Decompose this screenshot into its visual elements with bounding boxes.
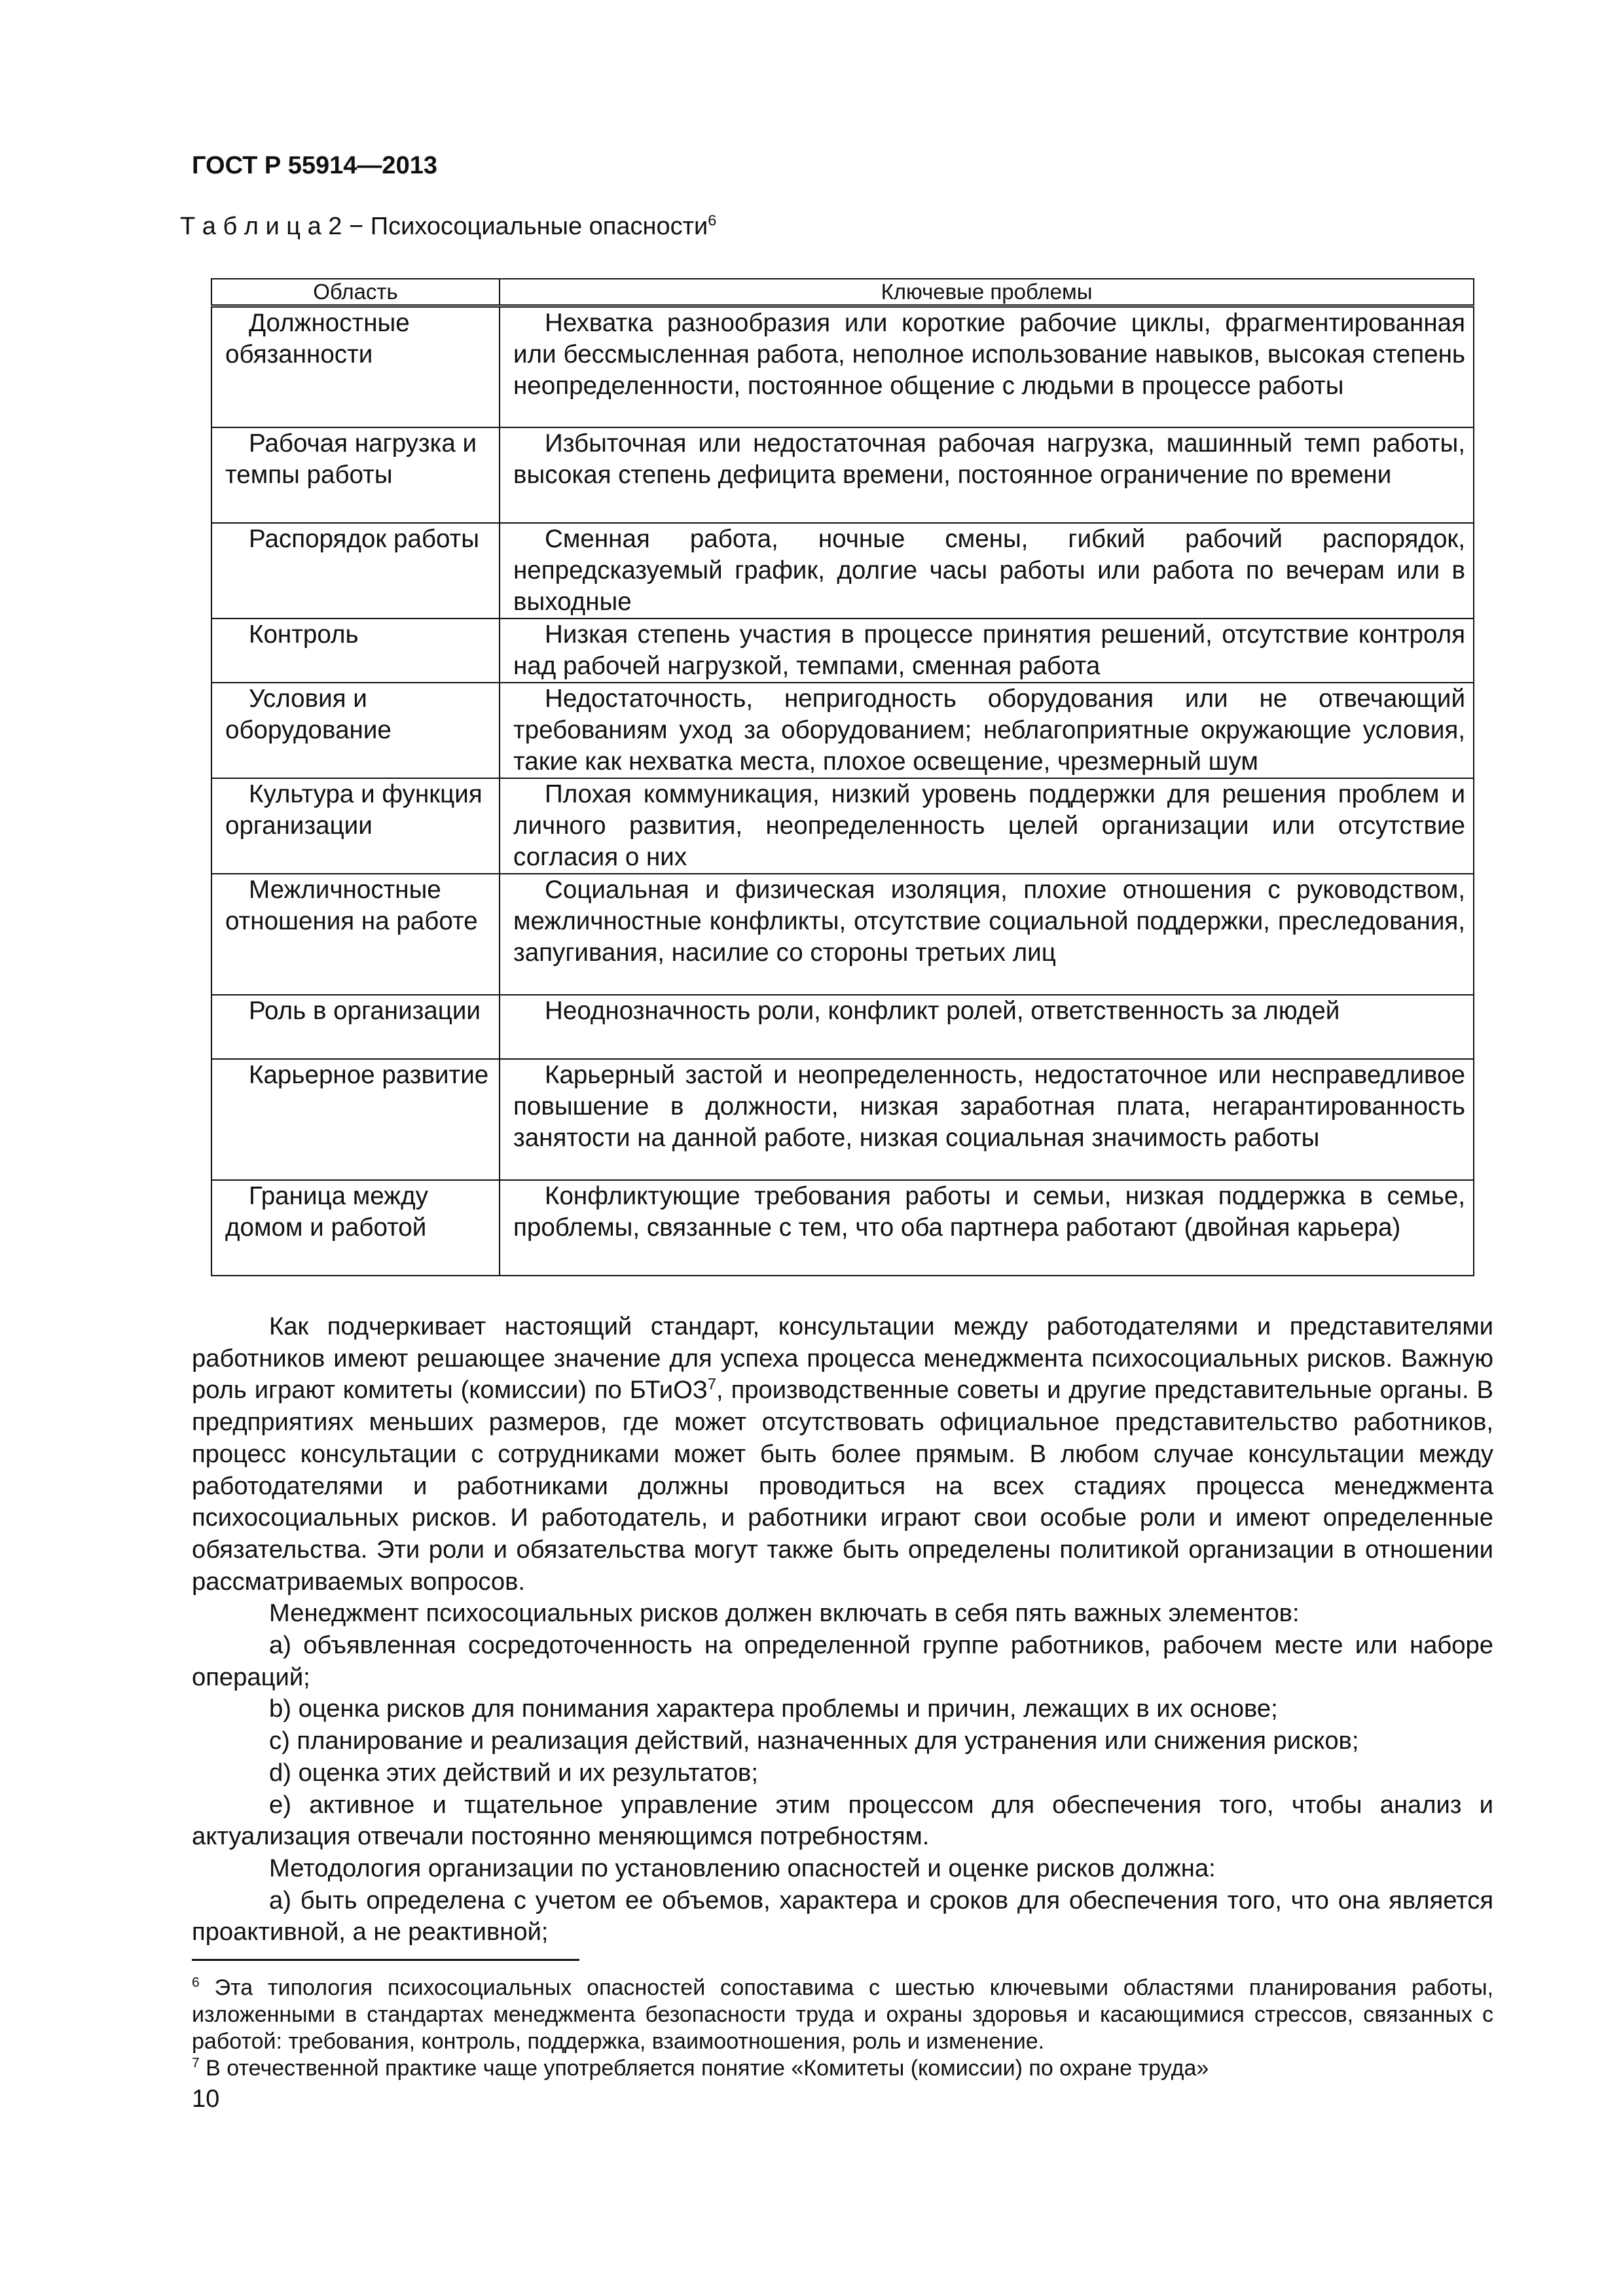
footnote-separator [192,1959,579,1961]
area-cell: Граница между домом и работой [211,1180,500,1276]
table-row [211,995,1474,1059]
list-item: а) быть определена с учетом ее объемов, характера и сроков для обеспечения того, что она является проактивной, а не реактивной; [192,1886,1493,1946]
footnote-7 [192,2055,1493,2082]
table-row [211,683,1474,778]
table-row [211,1059,1474,1180]
area-cell: Распорядок работы [211,523,500,619]
area-cell: Условия и оборудование [211,683,500,778]
paragraph-methodology-intro: Методология организации по установлению опасностей и оценке рисков должна: [269,1854,1216,1882]
footnote-6 [192,1975,1493,2055]
table-caption [180,213,716,241]
issues-cell: Конфликтующие требования работы и семьи, низкая поддержка в семье, проблемы, связанные с тем, что оба партнера работают (двойная карьера) [500,1180,1474,1276]
area-cell: Рабочая нагрузка и темпы работы [211,427,500,523]
table-row [211,1180,1474,1276]
issues-cell: Нехватка разнообразия или короткие рабочие циклы, фрагментированная или бессмысленная работа, неполное использование навыков, высокая степень неопределенности, постоянное общение с людьми в процессе работы [500,306,1474,427]
footnote-text: Эта типология психосоциальных опасностей сопоставима с шестью ключевыми областями планирования работы, изложенными в стандартах менеджмента безопасности труда и охраны здоровья и касающимися стрессов, связанных с работой: требования, контроль, поддержка, взаимоотношения, роль и изменение. [192,1975,1493,2054]
list-item: d) оценка этих действий и их результатов; [269,1758,758,1787]
paragraph-text: , производственные советы и другие представительные органы. В предприятиях меньших размеров, где может отсутствовать официальное представительство работников, процесс консультации с сотрудниками может быть более прямым. В любом случае консультации между работодателями и работниками должны проводиться на всех стадиях процесса менеджмента психосоциальных рисков. И работодатель, и работники играют свои особые роли и имеют определенные обязательства. Эти роли и обязательства могут также быть определены политикой организации в отношении рассматриваемых вопросов. [192,1376,1493,1596]
area-cell: Межличностные отношения на работе [211,874,500,995]
body-text [192,1311,1493,1948]
issues-cell: Плохая коммуникация, низкий уровень поддержки для решения проблем и личного развития, неопределенность целей организации или отсутствие согласия о них [500,778,1474,874]
list-item: e) активное и тщательное управление этим процессом для обеспечения того, чтобы анализ и актуализация отвечали постоянно меняющимся потребностям. [192,1790,1493,1851]
area-cell: Должностные обязанности [211,306,500,427]
footnote-text: В отечественной практике чаще употребляется понятие «Комитеты (комиссии) по охране труда» [199,2056,1209,2081]
table-row [211,306,1474,427]
issues-cell: Сменная работа, ночные смены, гибкий рабочий распорядок, непредсказуемый график, долгие часы работы или работа по вечерам или в выходные [500,523,1474,619]
issues-cell: Социальная и физическая изоляция, плохие отношения с руководством, межличностные конфликты, отсутствие социальной поддержки, преследования, запугивания, насилие со стороны третьих лиц [500,874,1474,995]
paragraph-consultations [192,1311,1493,1598]
issues-cell: Неоднозначность роли, конфликт ролей, ответственность за людей [500,995,1474,1059]
footnotes [192,1975,1493,2082]
page-number: 10 [192,2085,220,2113]
footnote-ref-6: 6 [708,211,717,229]
column-header-area: Область [211,279,500,306]
column-header-issues: Ключевые проблемы [500,279,1474,306]
area-cell: Контроль [211,619,500,683]
list-item: а) объявленная сосредоточенность на определенной группе работников, рабочем месте или наборе операций; [192,1631,1493,1691]
issues-cell: Карьерный застой и неопределенность, недостаточное или несправедливое повышение в должности, низкая заработная плата, негарантированность занятости на данной работе, низкая социальная значимость работы [500,1059,1474,1180]
area-cell: Культура и функция организации [211,778,500,874]
list-item: c) планирование и реализация действий, назначенных для устранения или снижения рисков; [269,1727,1359,1755]
footnote-mark: 7 [192,2055,200,2071]
table-row [211,523,1474,619]
footnote-ref-7: 7 [707,1376,717,1393]
paragraph-elements-intro: Менеджмент психосоциальных рисков должен включать в себя пять важных элементов: [269,1599,1300,1628]
table-header-row [211,279,1474,306]
table-row [211,874,1474,995]
paragraph-text: Как подчеркивает настоящий стандарт, консультации между работодателями и представителями работников имеют решающее значение для успеха процесса менеджмента психосоциальных рисков. Важную роль играют комитеты (комиссии) по БТиОЗ [192,1312,1493,1405]
psychosocial-hazards-table [211,278,1474,1276]
footnote-mark: 6 [192,1975,200,1990]
issues-cell: Избыточная или недостаточная рабочая нагрузка, машинный темп работы, высокая степень дефицита времени, постоянное ограничение по времени [500,427,1474,523]
area-cell: Карьерное развитие [211,1059,500,1180]
table-row [211,427,1474,523]
list-item: b) оценка рисков для понимания характера проблемы и причин, лежащих в их основе; [269,1695,1278,1723]
table-row [211,619,1474,683]
document-header: ГОСТ Р 55914—2013 [192,152,437,179]
issues-cell: Недостаточность, непригодность оборудования или не отвечающий требованиям уход за оборудованием; неблагоприятные окружающие условия, такие как нехватка места, плохое освещение, чрезмерный шум [500,683,1474,778]
area-cell: Роль в организации [211,995,500,1059]
issues-cell: Низкая степень участия в процессе принятия решений, отсутствие контроля над рабочей нагрузкой, темпами, сменная работа [500,619,1474,683]
table-caption-text: Т а б л и ц а 2 − Психосоциальные опасности [180,213,708,240]
table-row [211,778,1474,874]
